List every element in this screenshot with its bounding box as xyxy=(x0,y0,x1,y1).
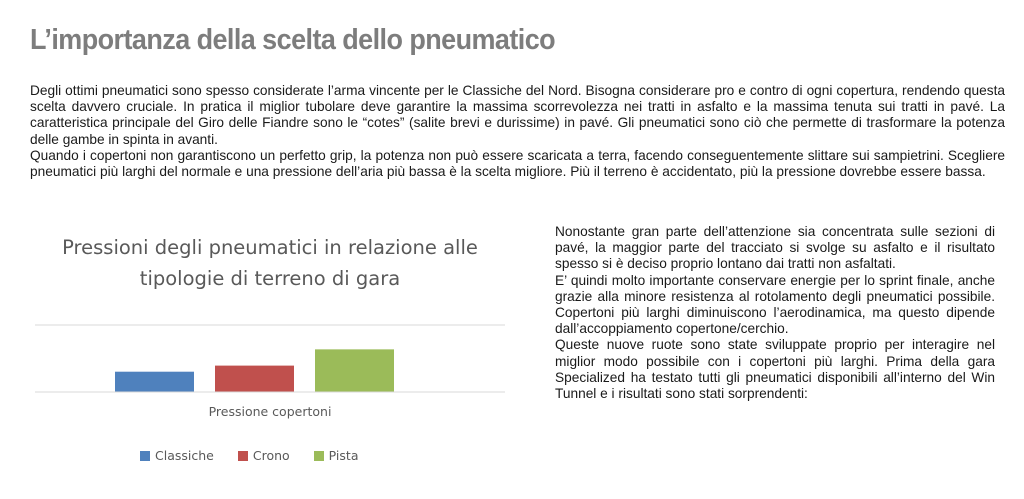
pressure-chart xyxy=(35,222,505,477)
intro-text xyxy=(30,83,1005,180)
right-column-text xyxy=(555,224,995,402)
legend-swatch-classiche xyxy=(140,451,150,461)
x-category-label: Pressione copertoni xyxy=(208,404,332,419)
legend-swatch-pista xyxy=(314,451,324,461)
article-title: L’importanza della scelta dello pneumatico xyxy=(30,24,556,56)
right-paragraph-1: Nonostante gran parte dell’attenzione sia concentrata sulle sezioni di pavé, la maggior parte del tracciato si svolge su asfalto e il risultato spesso si è deciso proprio lontano dai tratti non asfaltati. xyxy=(555,224,995,272)
legend-item-crono xyxy=(238,448,290,463)
chart-title: Pressioni degli pneumatici in relazione alle tipologie di terreno di gara xyxy=(62,236,478,290)
right-paragraph-2: E’ quindi molto importante conservare energie per lo sprint finale, anche grazie alla minore resistenza al rotolamento degli pneumatici possibile. Copertoni più larghi diminuiscono l’aerodinamica, ma questo dipende dall’accoppiamento copertone/cerchio. xyxy=(555,272,995,337)
bar-pista xyxy=(315,349,394,392)
legend-swatch-crono xyxy=(238,451,248,461)
chart-legend xyxy=(140,448,358,463)
legend-item-classiche xyxy=(140,448,214,463)
bar-crono xyxy=(215,366,294,392)
intro-paragraph-1: Degli ottimi pneumatici sono spesso considerate l’arma vincente per le Classiche del Nord. Bisogna considerare pro e contro di ogni copertura, rendendo questa scelta davvero cruciale. In pratica il miglior tubolare deve garantire la massima scorrevolezza nei tratti in asfalto e la massima tenuta sui tratti in pavé. La caratteristica principale del Giro delle Fiandre sono le “cotes” (salite brevi e durissime) in pavé. Gli pneumatici sono ciò che permette di trasformare la potenza delle gambe in spinta in avanti. xyxy=(30,83,1005,147)
right-paragraph-3: Queste nuove ruote sono state sviluppate proprio per interagire nel miglior modo possibile con i copertoni più larghi. Prima della gara Specialized ha testato tutti gli pneumatici disponibili all’interno del Win Tunnel e i risultati sono stati sorprendenti: xyxy=(555,337,995,402)
intro-paragraph-2: Quando i copertoni non garantiscono un perfetto grip, la potenza non può essere scaricata a terra, facendo conseguentemente slittare sui sampietrini. Scegliere pneumatici più larghi del normale e una pressione dell’aria più bassa è la scelta migliore. Più il terreno è accidentato, più la pressione dovrebbe essere bassa. xyxy=(30,147,1005,180)
legend-label-classiche: Classiche xyxy=(155,448,214,463)
legend-label-crono: Crono xyxy=(252,448,290,463)
legend-item-pista xyxy=(314,448,359,463)
bar-classiche xyxy=(115,372,194,392)
legend-label-pista: Pista xyxy=(328,448,359,463)
